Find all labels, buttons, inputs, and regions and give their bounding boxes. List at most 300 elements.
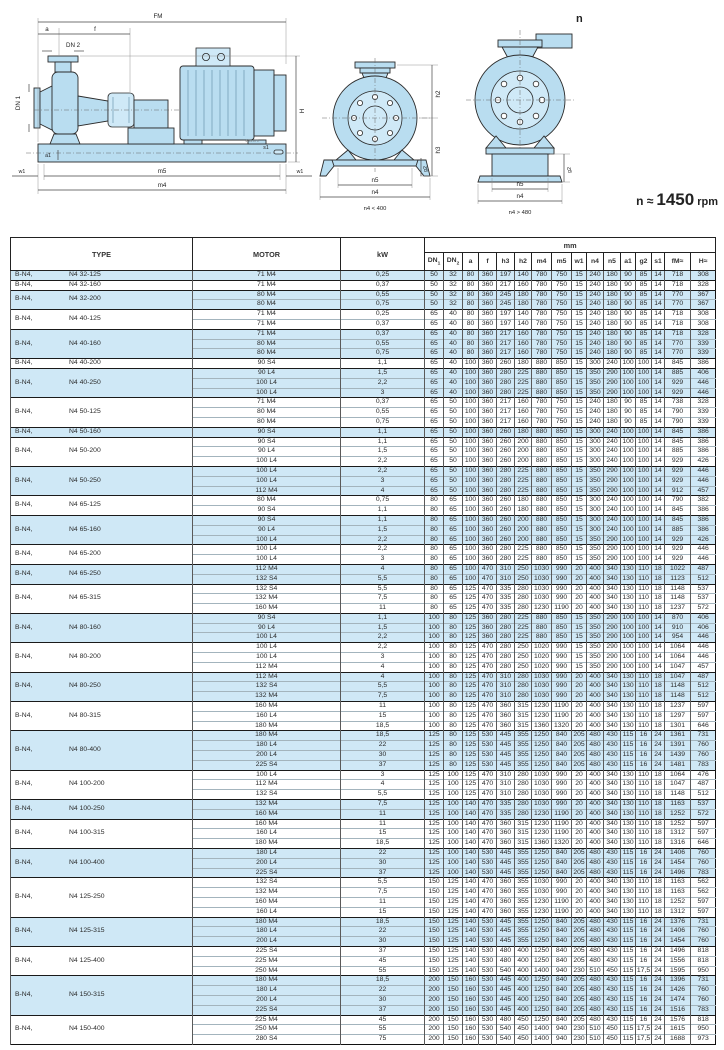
dim-value-cell: 65 [444, 545, 463, 555]
dim-value-cell: 480 [587, 760, 604, 770]
dim-value-cell: 530 [479, 849, 497, 859]
dim-value-cell: 1316 [665, 839, 691, 849]
dim-value-cell: 90 [621, 398, 636, 408]
dim-value-cell: 110 [636, 692, 652, 702]
dim-value-cell: 530 [479, 966, 497, 976]
dim-value-cell: 80 [444, 760, 463, 770]
dim-value-cell: 845 [665, 437, 691, 447]
dim-value-cell: 360 [479, 437, 497, 447]
dim-value-cell: 1190 [552, 898, 572, 908]
dim-value-cell: 100 [444, 819, 463, 829]
dim-header: a1 [621, 253, 636, 271]
table-row [11, 770, 716, 780]
dim-value-cell: 1230 [532, 702, 552, 712]
dim-value-cell: 840 [552, 976, 572, 986]
dim-value-cell: 110 [636, 564, 652, 574]
dim-value-cell: 14 [652, 339, 665, 349]
dim-value-cell: 100 [463, 506, 479, 516]
dim-value-cell: 205 [572, 956, 587, 966]
dim-value-cell: 880 [532, 388, 552, 398]
dim-value-cell: 110 [636, 672, 652, 682]
dim-value-cell: 880 [532, 535, 552, 545]
dim-value-cell: 780 [532, 319, 552, 329]
dim-value-cell: 530 [479, 760, 497, 770]
dim-value-cell: 125 [463, 643, 479, 653]
dim-value-cell: 100 [636, 457, 652, 467]
dim-value-cell: 100 [463, 515, 479, 525]
kw-cell: 1,5 [341, 368, 425, 378]
dim-value-cell: 50 [444, 466, 463, 476]
dim-value-cell: 14 [652, 368, 665, 378]
speed-note-prefix: n ≈ [636, 194, 654, 208]
dim-value-cell: 20 [572, 819, 587, 829]
dim-value-cell: 1250 [532, 1015, 552, 1025]
pump-type-cell: B-N4, N4 40-200 [11, 359, 193, 369]
dim-value-cell: 360 [479, 359, 497, 369]
dim-value-cell: 14 [652, 349, 665, 359]
dim-value-cell: 40 [444, 329, 463, 339]
dim-value-cell: 446 [691, 643, 716, 653]
dim-value-cell: 180 [515, 496, 532, 506]
dim-value-cell: 85 [636, 280, 652, 290]
dim-value-cell: 20 [572, 594, 587, 604]
dim-value-cell: 225 [515, 633, 532, 643]
dim-value-cell: 14 [652, 437, 665, 447]
kw-cell: 4 [341, 662, 425, 672]
kw-cell: 0,55 [341, 290, 425, 300]
dim-value-cell: 1030 [532, 682, 552, 692]
dim-value-cell: 750 [552, 398, 572, 408]
dim-value-cell: 20 [572, 898, 587, 908]
table-row [11, 800, 716, 810]
dim-value-cell: 130 [621, 574, 636, 584]
dim-value-cell: 445 [497, 741, 515, 751]
motor-cell: 100 L4 [193, 555, 341, 565]
dim-value-cell: 400 [587, 584, 604, 594]
dim-value-cell: 100 [636, 506, 652, 516]
dim-value-cell: 50 [444, 398, 463, 408]
dim-value-cell: 125 [463, 770, 479, 780]
dim-value-cell: 65 [425, 408, 444, 418]
dim-value-cell: 100 [425, 721, 444, 731]
dim-value-cell: 16 [636, 946, 652, 956]
dim-value-cell: 18 [652, 702, 665, 712]
dim-value-cell: 360 [497, 878, 515, 888]
dim-value-cell: 880 [532, 359, 552, 369]
dim-value-cell: 225 [515, 486, 532, 496]
dim-value-cell: 430 [604, 986, 621, 996]
dim-value-cell: 100 [463, 447, 479, 457]
dim-value-cell: 950 [691, 966, 716, 976]
kw-cell: 37 [341, 760, 425, 770]
kw-cell: 30 [341, 995, 425, 1005]
pump-type-cell: B-N4, N4 40-125 [11, 310, 193, 330]
dim-value-cell: 100 [463, 564, 479, 574]
dim-value-cell: 100 [463, 388, 479, 398]
dim-value-cell: 100 [636, 427, 652, 437]
dim-value-cell: 350 [587, 486, 604, 496]
dim-value-cell: 100 [636, 535, 652, 545]
dim-value-cell: 360 [479, 290, 497, 300]
dim-value-cell: 280 [497, 476, 515, 486]
kw-cell: 30 [341, 858, 425, 868]
dim-value-cell: 110 [636, 770, 652, 780]
dim-value-cell: 446 [691, 466, 716, 476]
dim-value-cell: 24 [652, 986, 665, 996]
dim-value-cell: 100 [621, 359, 636, 369]
dim-value-cell: 217 [497, 329, 515, 339]
dim-value-cell: 537 [691, 584, 716, 594]
kw-cell: 0,75 [341, 496, 425, 506]
dim-value-cell: 20 [572, 770, 587, 780]
dim-value-cell: 350 [587, 466, 604, 476]
dim-value-cell: 1391 [665, 741, 691, 751]
dim-value-cell: 845 [665, 515, 691, 525]
dim-value-cell: 100 [463, 535, 479, 545]
dim-value-cell: 80 [463, 349, 479, 359]
dim-value-cell: 530 [479, 751, 497, 761]
kw-cell: 1,1 [341, 427, 425, 437]
dim-value-cell: 15 [572, 515, 587, 525]
dim-value-cell: 1496 [665, 868, 691, 878]
dim-value-cell: 597 [691, 819, 716, 829]
pump-type-cell: B-N4, N4 150-400 [11, 1015, 193, 1044]
dim-value-cell: 562 [691, 888, 716, 898]
table-row [11, 466, 716, 476]
dim-value-cell: 130 [621, 800, 636, 810]
dim-value-cell: 240 [587, 417, 604, 427]
dim-value-cell: 1190 [552, 702, 572, 712]
dim-value-cell: 18 [652, 564, 665, 574]
dim-value-cell: 360 [497, 907, 515, 917]
dim-value-cell: 160 [515, 417, 532, 427]
dim-value-cell: 1250 [532, 995, 552, 1005]
motor-cell: 225 S4 [193, 1005, 341, 1015]
dim-value-cell: 445 [497, 927, 515, 937]
dim-value-cell: 445 [497, 858, 515, 868]
dim-value-cell: 130 [621, 604, 636, 614]
dim-value-cell: 16 [636, 927, 652, 937]
dim-value-cell: 990 [552, 888, 572, 898]
dim-value-cell: 24 [652, 751, 665, 761]
dim-value-cell: 360 [479, 349, 497, 359]
dim-value-cell: 940 [552, 966, 572, 976]
dim-value-cell: 125 [463, 662, 479, 672]
dim-value-cell: 240 [587, 349, 604, 359]
dim-value-cell: 340 [604, 888, 621, 898]
dim-value-cell: 125 [425, 751, 444, 761]
dim-value-cell: 100 [621, 476, 636, 486]
dim-value-cell: 512 [691, 574, 716, 584]
dim-value-cell: 110 [636, 829, 652, 839]
dim-value-cell: 840 [552, 741, 572, 751]
dim-value-cell: 731 [691, 731, 716, 741]
dim-value-cell: 360 [479, 271, 497, 281]
dim-value-cell: 597 [691, 829, 716, 839]
motor-cell: 90 S4 [193, 359, 341, 369]
dim-value-cell: 200 [515, 447, 532, 457]
motor-cell: 160 M4 [193, 702, 341, 712]
dim-value-cell: 880 [532, 457, 552, 467]
dim-value-cell: 100 [621, 643, 636, 653]
table-row [11, 271, 716, 281]
dim-value-cell: 470 [479, 800, 497, 810]
dim-value-cell: 340 [604, 829, 621, 839]
dim-value-cell: 65 [444, 535, 463, 545]
dim-value-cell: 15 [572, 368, 587, 378]
dim-value-cell: 50 [444, 417, 463, 427]
dim-value-cell: 14 [652, 378, 665, 388]
dim-value-cell: 80 [425, 564, 444, 574]
dim-value-cell: 750 [552, 408, 572, 418]
dim-value-cell: 310 [497, 780, 515, 790]
dim-value-cell: 990 [552, 692, 572, 702]
dim-value-cell: 400 [587, 829, 604, 839]
front-view-small-drawing [320, 58, 442, 212]
dim-value-cell: 530 [479, 986, 497, 996]
dim-value-cell: 480 [587, 731, 604, 741]
dim-value-cell: 150 [425, 946, 444, 956]
dim-label-fm: FM [153, 13, 163, 20]
dim-value-cell: 1030 [532, 800, 552, 810]
dim-label-m4: m4 [157, 182, 167, 189]
motor-cell: 200 L4 [193, 858, 341, 868]
dim-value-cell: 100 [425, 643, 444, 653]
dim-value-cell: 340 [604, 898, 621, 908]
dim-value-cell: 100 [463, 476, 479, 486]
dim-value-cell: 18 [652, 770, 665, 780]
dim-value-cell: 290 [604, 535, 621, 545]
dim-value-cell: 16 [636, 849, 652, 859]
dim-value-cell: 430 [604, 751, 621, 761]
dim-value-cell: 1252 [665, 819, 691, 829]
dim-value-cell: 310 [497, 564, 515, 574]
table-row [11, 437, 716, 447]
col-header-mm: mm [425, 238, 716, 253]
motor-cell: 100 L4 [193, 633, 341, 643]
pump-type-cell: B-N4, N4 32-160 [11, 280, 193, 290]
table-row [11, 496, 716, 506]
dim-value-cell: 14 [652, 427, 665, 437]
dim-value-cell: 150 [425, 888, 444, 898]
kw-cell: 3 [341, 555, 425, 565]
dim-value-cell: 205 [572, 976, 587, 986]
dim-value-cell: 470 [479, 564, 497, 574]
kw-cell: 18,5 [341, 721, 425, 731]
dim-value-cell: 250 [515, 643, 532, 653]
pump-drawings-svg [0, 0, 724, 235]
dim-value-cell: 470 [479, 809, 497, 819]
kw-cell: 4 [341, 486, 425, 496]
kw-cell: 0,25 [341, 310, 425, 320]
motor-cell: 100 L4 [193, 770, 341, 780]
dim-value-cell: 783 [691, 760, 716, 770]
dim-value-cell: 18 [652, 721, 665, 731]
dim-value-cell: 100 [636, 545, 652, 555]
dim-value-cell: 280 [515, 594, 532, 604]
dim-value-cell: 110 [636, 790, 652, 800]
dim-value-cell: 840 [552, 751, 572, 761]
dim-label-h2: h2 [435, 90, 442, 98]
dim-value-cell: 100 [463, 496, 479, 506]
dim-value-cell: 205 [572, 1015, 587, 1025]
dim-value-cell: 597 [691, 898, 716, 908]
dim-value-cell: 100 [463, 466, 479, 476]
dim-label-h3: h3 [435, 146, 442, 154]
dim-value-cell: 24 [652, 946, 665, 956]
dim-value-cell: 300 [587, 359, 604, 369]
motor-cell: 100 L4 [193, 545, 341, 555]
dim-value-cell: 100 [621, 515, 636, 525]
dim-value-cell: 360 [479, 329, 497, 339]
dim-value-cell: 760 [691, 741, 716, 751]
dim-value-cell: 100 [463, 574, 479, 584]
dim-value-cell: 90 [621, 300, 636, 310]
dim-value-cell: 15 [572, 466, 587, 476]
dim-value-cell: 280 [497, 388, 515, 398]
dim-value-cell: 990 [552, 653, 572, 663]
dim-value-cell: 217 [497, 408, 515, 418]
dim-value-cell: 240 [587, 339, 604, 349]
dim-value-cell: 15 [572, 319, 587, 329]
dim-value-cell: 15 [572, 339, 587, 349]
motor-cell: 280 S4 [193, 1035, 341, 1045]
dim-value-cell: 110 [636, 604, 652, 614]
dim-value-cell: 1250 [532, 1005, 552, 1015]
dim-value-cell: 160 [463, 1025, 479, 1035]
dim-value-cell: 260 [497, 359, 515, 369]
dim-value-cell: 290 [604, 662, 621, 672]
kw-cell: 0,37 [341, 280, 425, 290]
motor-cell: 80 M4 [193, 290, 341, 300]
dim-value-cell: 1250 [532, 927, 552, 937]
dim-value-cell: 65 [425, 486, 444, 496]
dim-value-cell: 1020 [532, 643, 552, 653]
dim-value-cell: 850 [552, 359, 572, 369]
dim-value-cell: 335 [497, 809, 515, 819]
dim-value-cell: 280 [515, 790, 532, 800]
dim-value-cell: 530 [479, 976, 497, 986]
dim-header: a [463, 253, 479, 271]
dim-value-cell: 125 [463, 623, 479, 633]
dim-value-cell: 340 [604, 564, 621, 574]
dim-value-cell: 80 [463, 280, 479, 290]
kw-cell: 2,2 [341, 378, 425, 388]
dim-value-cell: 850 [552, 515, 572, 525]
dim-value-cell: 315 [515, 839, 532, 849]
dim-value-cell: 80 [463, 319, 479, 329]
dim-value-cell: 125 [463, 682, 479, 692]
dim-value-cell: 350 [587, 555, 604, 565]
dim-value-cell: 150 [425, 927, 444, 937]
dim-value-cell: 110 [636, 584, 652, 594]
dim-value-cell: 480 [587, 956, 604, 966]
dim-value-cell: 1163 [665, 888, 691, 898]
dim-value-cell: 140 [463, 858, 479, 868]
dim-value-cell: 480 [587, 976, 604, 986]
dim-value-cell: 450 [604, 1035, 621, 1045]
dim-value-cell: 780 [532, 417, 552, 427]
dim-value-cell: 130 [621, 907, 636, 917]
dim-value-cell: 480 [587, 927, 604, 937]
dim-value-cell: 240 [587, 319, 604, 329]
dim-value-cell: 360 [479, 496, 497, 506]
dim-label-a1: a1 [45, 153, 51, 159]
dim-value-cell: 457 [691, 662, 716, 672]
dim-value-cell: 20 [572, 574, 587, 584]
dim-value-cell: 115 [621, 1015, 636, 1025]
dim-value-cell: 470 [479, 829, 497, 839]
motor-cell: 90 L4 [193, 525, 341, 535]
dim-value-cell: 240 [604, 447, 621, 457]
dim-value-cell: 400 [587, 770, 604, 780]
dim-value-cell: 780 [532, 310, 552, 320]
table-row [11, 584, 716, 594]
dim-value-cell: 880 [532, 368, 552, 378]
dim-value-cell: 18 [652, 574, 665, 584]
speed-note-value: 1450 [656, 190, 695, 209]
dim-value-cell: 24 [652, 760, 665, 770]
dim-value-cell: 100 [463, 555, 479, 565]
caption-n4-lt-400: n4 < 400 [363, 206, 387, 212]
dim-value-cell: 65 [425, 368, 444, 378]
dim-value-cell: 290 [604, 476, 621, 486]
dim-value-cell: 100 [463, 457, 479, 467]
dim-value-cell: 1163 [665, 878, 691, 888]
dim-value-cell: 180 [515, 290, 532, 300]
dim-value-cell: 205 [572, 946, 587, 956]
motor-cell: 132 M4 [193, 594, 341, 604]
dim-value-cell: 430 [604, 927, 621, 937]
dim-value-cell: 850 [552, 427, 572, 437]
motor-cell: 90 L4 [193, 447, 341, 457]
dim-value-cell: 100 [621, 653, 636, 663]
motor-cell: 225 S4 [193, 946, 341, 956]
dim-value-cell: 180 [604, 398, 621, 408]
table-row [11, 515, 716, 525]
dim-value-cell: 850 [552, 535, 572, 545]
dim-value-cell: 100 [621, 388, 636, 398]
dim-value-cell: 1320 [552, 839, 572, 849]
dim-value-cell: 18 [652, 604, 665, 614]
dim-value-cell: 18 [652, 780, 665, 790]
dim-value-cell: 240 [587, 280, 604, 290]
motor-cell: 100 L4 [193, 653, 341, 663]
dim-value-cell: 65 [425, 310, 444, 320]
dim-label-w1-left: w1 [18, 169, 26, 175]
dim-header: fM≈ [665, 253, 691, 271]
dim-value-cell: 100 [621, 662, 636, 672]
dim-value-cell: 115 [621, 995, 636, 1005]
pump-type-cell: B-N4, N4 80-315 [11, 702, 193, 731]
dim-value-cell: 470 [479, 653, 497, 663]
dim-value-cell: 65 [425, 378, 444, 388]
kw-cell: 7,5 [341, 888, 425, 898]
drawing-code: 4.93.070 [245, 139, 259, 143]
dim-value-cell: 160 [463, 986, 479, 996]
motor-cell: 180 M4 [193, 976, 341, 986]
dim-value-cell: 240 [587, 300, 604, 310]
dim-value-cell: 125 [444, 946, 463, 956]
dim-value-cell: 280 [515, 682, 532, 692]
dim-value-cell: 110 [636, 878, 652, 888]
dim-header: $DN_2$ [444, 253, 463, 271]
dim-value-cell: 260 [497, 427, 515, 437]
dim-value-cell: 360 [497, 829, 515, 839]
dim-value-cell: 1250 [532, 760, 552, 770]
dim-value-cell: 15 [572, 623, 587, 633]
kw-cell: 5,5 [341, 682, 425, 692]
